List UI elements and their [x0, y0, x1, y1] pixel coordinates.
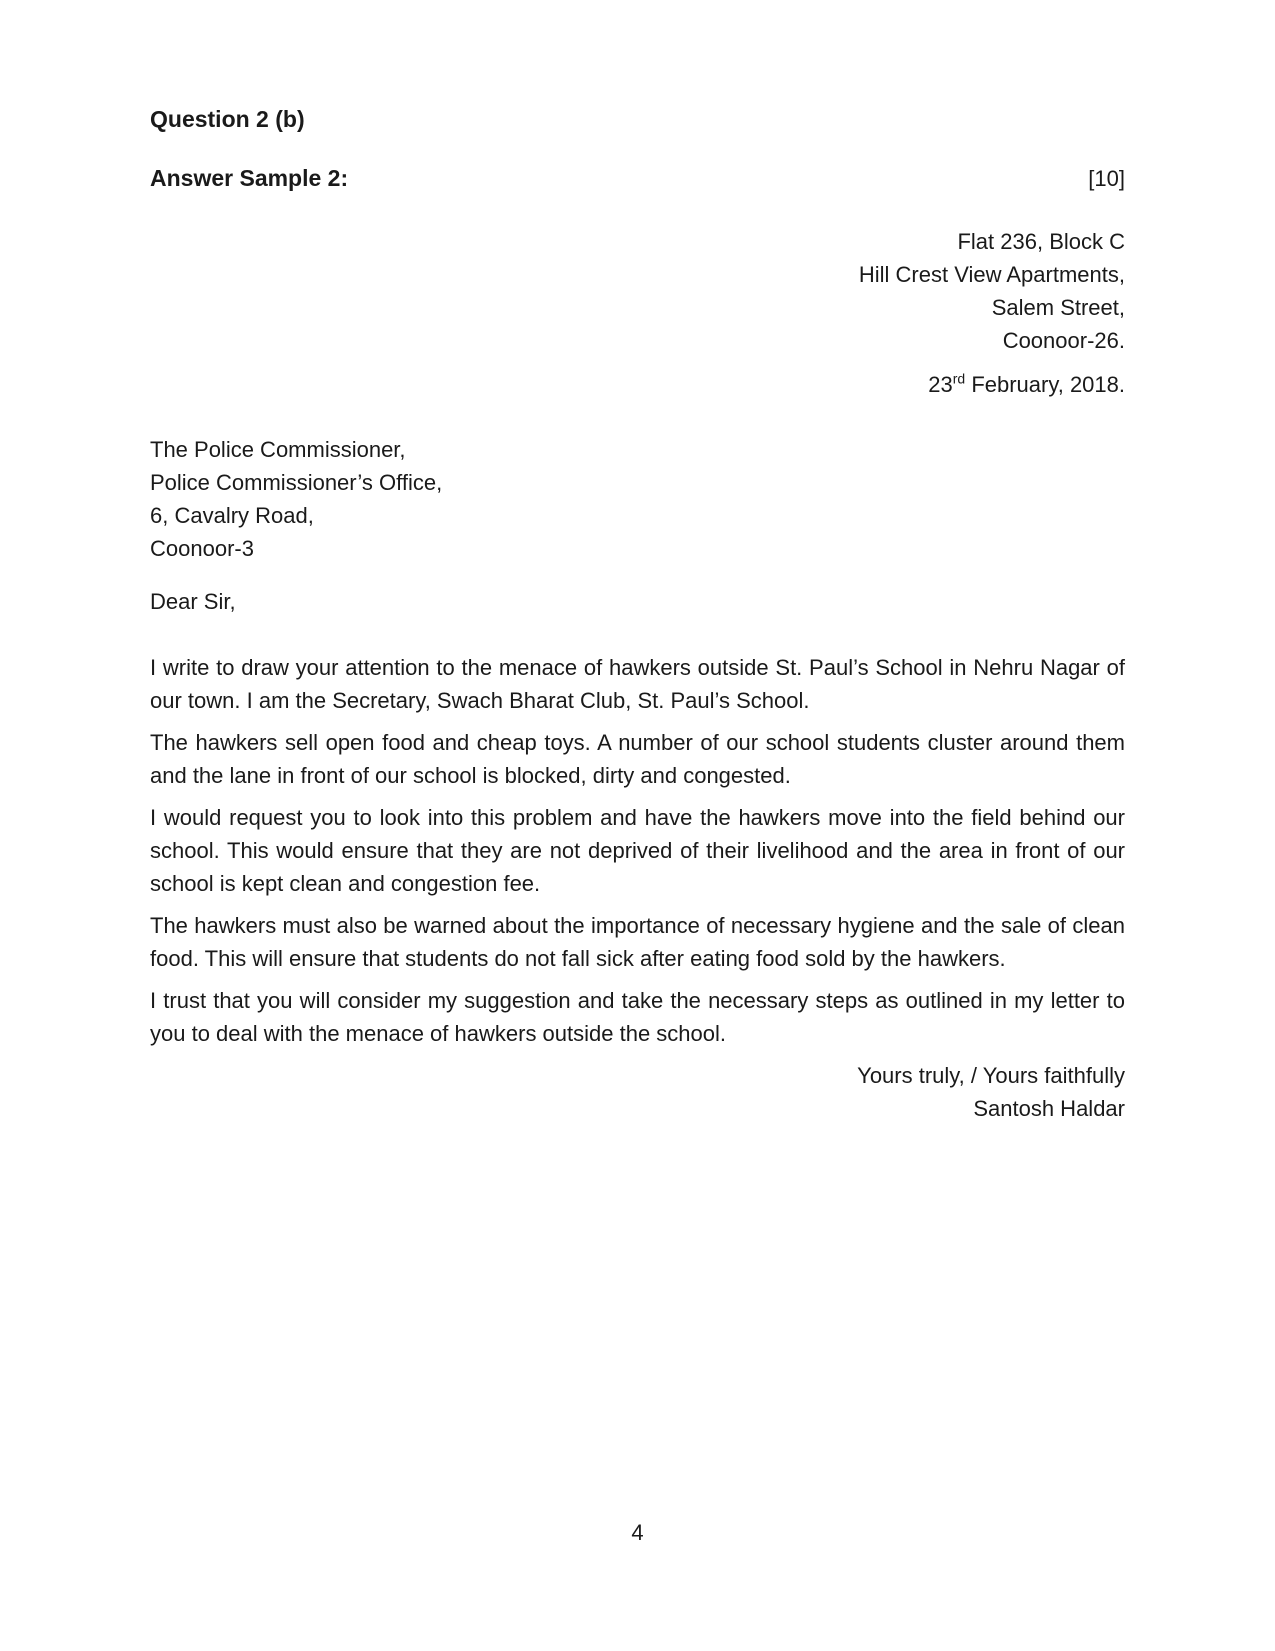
letter-date: [150, 368, 1125, 401]
valediction: Yours truly, / Yours faithfully: [857, 1063, 1125, 1088]
sender-address-block: [150, 225, 1125, 357]
sender-address-line: Salem Street,: [991, 295, 1125, 320]
body-paragraph: I write to draw your attention to the menace of hawkers outside St. Paul’s School in Nehru Nagar of our town. I am the Secretary, Swach Bharat Club, St. Paul’s School.: [150, 655, 1125, 713]
letter-content: [150, 103, 1125, 1125]
salutation: Dear Sir,: [150, 589, 236, 614]
sender-address-line: Coonoor-26.: [1002, 328, 1125, 353]
answer-sample-label: Answer Sample 2:: [150, 165, 349, 191]
sender-address-line: Hill Crest View Apartments,: [858, 262, 1125, 287]
date-remainder: February, 2018.: [965, 372, 1125, 397]
date-ordinal-suffix: rd: [952, 370, 966, 387]
recipient-address-line: The Police Commissioner,: [150, 437, 406, 462]
recipient-address-line: Police Commissioner’s Office,: [150, 470, 443, 495]
recipient-address-line: Coonoor-3: [150, 536, 254, 561]
signature-name: Santosh Haldar: [973, 1096, 1125, 1121]
question-heading: Question 2 (b): [150, 106, 305, 132]
body-paragraph: The hawkers must also be warned about the importance of necessary hygiene and the sale of clean food. This will ensure that students do not fall sick after eating food sold by the hawkers.: [150, 913, 1125, 971]
answer-sample-row: [150, 162, 1125, 195]
body-paragraph: I would request you to look into this problem and have the hawkers move into the field behind our school. This would ensure that they are not deprived of their livelihood and the area in front of our school is kept clean and congestion fee.: [150, 805, 1125, 896]
letter-body: [150, 651, 1125, 1050]
date-day: 23: [928, 372, 953, 397]
closing-block: [150, 1059, 1125, 1125]
body-paragraph: I trust that you will consider my suggestion and take the necessary steps as outlined in my letter to you to deal with the menace of hawkers outside the school.: [150, 988, 1125, 1046]
marks-badge: [10]: [1088, 166, 1125, 191]
recipient-address-block: [150, 433, 1125, 565]
body-paragraph: The hawkers sell open food and cheap toys. A number of our school students cluster around them and the lane in front of our school is blocked, dirty and congested.: [150, 730, 1125, 788]
page-number: 4: [631, 1520, 644, 1545]
recipient-address-line: 6, Cavalry Road,: [150, 503, 314, 528]
sender-address-line: Flat 236, Block C: [957, 229, 1125, 254]
